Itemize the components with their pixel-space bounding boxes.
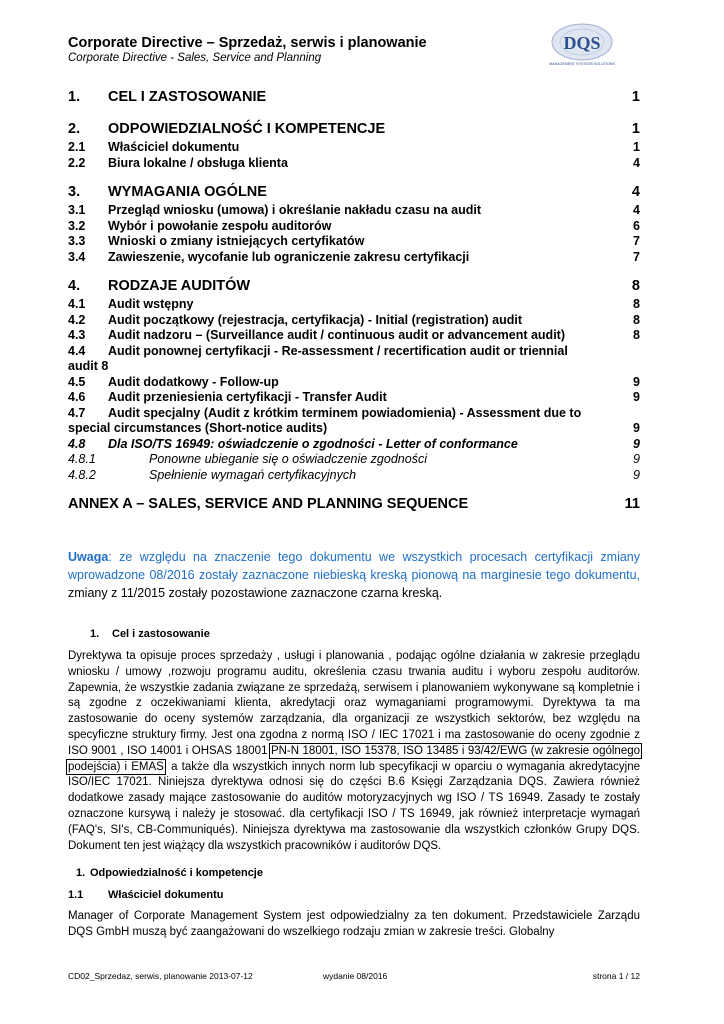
section-heading bbox=[90, 628, 210, 640]
toc-page: 9 bbox=[633, 436, 640, 451]
toc-page: 4 bbox=[631, 184, 640, 200]
toc-entry[interactable] bbox=[68, 234, 640, 250]
toc-entry[interactable] bbox=[68, 328, 640, 344]
highlighted-standards: PN-N 18001, ISO 15378, ISO 13485 i 93/42/EWG (w zakresie ogólnego podejścia) i EMAS bbox=[68, 744, 641, 773]
toc-label: Zawieszenie, wycofanie lub ograniczenie zakresu certyfikacji bbox=[108, 249, 470, 264]
toc-entry[interactable] bbox=[68, 344, 640, 375]
toc-entry[interactable] bbox=[68, 452, 640, 468]
toc-page: 9 bbox=[633, 421, 640, 435]
section-heading bbox=[76, 867, 263, 879]
toc-label: Wnioski o zmiany istniejących certyfikatów bbox=[108, 234, 365, 248]
toc-label: Dla ISO/TS 16949: oświadczenie o zgodności - Letter of conformance bbox=[108, 436, 518, 451]
note-black-text: zmiany z 11/2015 zostały pozostawione zaznaczone czarna kreską. bbox=[68, 586, 443, 600]
toc-entry[interactable] bbox=[68, 219, 640, 235]
toc-label: Audit nadzoru – (Surveillance audit / continuous audit or advancement audit) bbox=[108, 328, 565, 342]
footer-edition: wydanie 08/2016 bbox=[323, 971, 388, 981]
toc-number: 3.1 bbox=[68, 203, 86, 217]
toc-number: 3. bbox=[68, 184, 81, 200]
toc-entry[interactable] bbox=[68, 181, 640, 203]
subsection-heading bbox=[68, 889, 224, 901]
toc-label: Audit początkowy (rejestracja, certyfikacja) - Initial (registration) audit bbox=[108, 312, 522, 327]
change-note bbox=[68, 548, 640, 602]
note-blue-text: : ze względu na znaczenie tego dokumentu we wszystkich procesach certyfikacji zmiany wprowadzone 08/2016 zostały zaznaczone niebieską kreską pionową na marginesie tego dokumentu, bbox=[68, 550, 640, 582]
footer-filename: CD02_Sprzedaz, serwis, planowanie 2013-07-12 bbox=[68, 971, 253, 981]
toc-page: 7 bbox=[633, 234, 640, 248]
toc-number: 2.1 bbox=[68, 140, 86, 154]
toc-number: 4.6 bbox=[68, 390, 86, 404]
toc-label: Ponowne ubieganie się o oświadczenie zgodności bbox=[149, 452, 427, 466]
toc-page: 8 bbox=[633, 297, 640, 311]
footer-page-number: strona 1 / 12 bbox=[592, 971, 640, 981]
toc-label: CEL I ZASTOSOWANIE bbox=[108, 89, 267, 105]
note-lead: Uwaga bbox=[68, 550, 109, 564]
toc-number: 4.8 bbox=[68, 436, 86, 451]
toc-number: 4.8.1 bbox=[68, 452, 96, 466]
table-of-contents bbox=[68, 86, 640, 515]
toc-number: 4.3 bbox=[68, 328, 86, 342]
toc-number: 4.5 bbox=[68, 374, 86, 389]
toc-number: 4.1 bbox=[68, 297, 86, 311]
toc-label: ODPOWIEDZIALNOŚĆ I KOMPETENCJE bbox=[108, 121, 386, 137]
toc-number: 3.4 bbox=[68, 249, 86, 264]
toc-page: 4 bbox=[633, 155, 640, 170]
subsection-title: Właściciel dokumentu bbox=[108, 889, 224, 901]
toc-label-continued: audit 8 bbox=[68, 359, 109, 373]
toc-number: 2.2 bbox=[68, 155, 86, 170]
logo-text: DQS bbox=[563, 33, 601, 53]
toc-number: 3.3 bbox=[68, 234, 86, 248]
toc-page: 7 bbox=[633, 249, 640, 264]
toc-page: 9 bbox=[633, 467, 640, 482]
toc-page: 9 bbox=[633, 390, 640, 404]
toc-label: Przegląd wniosku (umowa) i określanie nakładu czasu na audit bbox=[108, 203, 482, 217]
toc-entry[interactable] bbox=[68, 275, 640, 297]
toc-number: 1. bbox=[68, 89, 81, 105]
toc-entry[interactable] bbox=[68, 140, 640, 156]
toc-page: 1 bbox=[631, 121, 640, 137]
toc-number: 4.4 bbox=[68, 343, 86, 358]
toc-label: Audit ponownej certyfikacji - Re-assessment / recertification audit or triennial bbox=[108, 343, 568, 358]
subsection-body: Manager of Corporate Management System jest odpowiedzialny za ten dokument. Przedstawiciele Zarządu DQS GmbH muszą być zaangażowani do wszelkiego rodzaju zmian w zakresie treści. Globalny bbox=[68, 910, 640, 938]
toc-page: 8 bbox=[633, 328, 640, 342]
toc-page: 8 bbox=[633, 312, 640, 327]
toc-entry[interactable] bbox=[68, 156, 640, 172]
toc-entry[interactable] bbox=[68, 437, 640, 453]
toc-page: 8 bbox=[631, 278, 640, 294]
section-title: Odpowiedzialność i kompetencje bbox=[90, 867, 263, 879]
toc-label-continued: special circumstances (Short-notice audits) bbox=[68, 421, 328, 435]
toc-label: Właściciel dokumentu bbox=[108, 140, 240, 154]
toc-number: 4. bbox=[68, 278, 81, 294]
toc-label: Audit specjalny (Audit z krótkim terminem powiadomienia) - Assessment due to bbox=[108, 405, 582, 420]
toc-page: 1 bbox=[631, 89, 640, 105]
section-number: 1. bbox=[76, 867, 86, 879]
toc-entry[interactable] bbox=[68, 406, 640, 437]
toc-entry[interactable] bbox=[68, 86, 640, 108]
toc-label: WYMAGANIA OGÓLNE bbox=[108, 184, 267, 200]
toc-entry[interactable] bbox=[68, 250, 640, 266]
toc-page: 9 bbox=[633, 374, 640, 389]
toc-entry[interactable] bbox=[68, 375, 640, 391]
toc-page: 11 bbox=[624, 496, 640, 512]
subsection-number: 1.1 bbox=[68, 889, 84, 901]
toc-number: 4.2 bbox=[68, 312, 86, 327]
toc-label: ANNEX A – SALES, SERVICE AND PLANNING SEQUENCE bbox=[68, 496, 469, 512]
toc-number: 2. bbox=[68, 121, 81, 137]
toc-entry[interactable] bbox=[68, 118, 640, 140]
body-text-continued: , a także dla wszystkich innych norm lub specyfikacji w oparciu o wymagania akredytacyjne ISO/IEC 17021. Niniejsza dyrektywa odnosi się do części B.6 Księgi Zarządzania DQS. Zawiera również dodatkowe zasady mające zastosowanie do auditów motoryzacyjnych wg ISO / TS 16949. Zasady te zostały oznaczone kursywą i należy je stosować. dla certyfikacji ISO / TS 16949, jak również interpretacje wymagań (FAQ's, SI's, CB-Communiqués). Niniejsza dyrektywa ma zastosowanie dla wszystkich członków Grupy DQS. Dokument ten jest wiążący dla wszystkich pracowników i auditorów DQS. bbox=[68, 760, 640, 852]
toc-page: 6 bbox=[633, 218, 640, 233]
toc-entry[interactable] bbox=[68, 297, 640, 313]
toc-entry[interactable] bbox=[68, 313, 640, 329]
toc-label: Spełnienie wymagań certyfikacyjnych bbox=[149, 467, 357, 482]
toc-entry[interactable] bbox=[68, 203, 640, 219]
toc-label: Audit wstępny bbox=[108, 297, 194, 311]
toc-entry[interactable] bbox=[68, 390, 640, 406]
section-number: 1. bbox=[90, 628, 100, 640]
toc-label: RODZAJE AUDITÓW bbox=[108, 278, 251, 294]
toc-label: Biura lokalne / obsługa klienta bbox=[108, 155, 288, 170]
toc-number: 4.7 bbox=[68, 405, 86, 420]
toc-entry[interactable] bbox=[68, 468, 640, 484]
toc-label: Wybór i powołanie zespołu auditorów bbox=[108, 218, 332, 233]
toc-entry[interactable] bbox=[68, 493, 640, 515]
body-text: Dyrektywa ta opisuje proces sprzedaży , usługi i planowania , podając ogólne działania w zakresie przeglądu wniosku / umowy ,rozwoju programu auditu, określenia czasu trwania auditu i wyboru zespołu auditorów. Zapewnia, że wszystkie zadania związane ze sprzedażą, serwisem i planowaniem wykonywane są kompletnie i są zgodne z oczekiwaniami klienta, akredytacji oraz wymaganiami programowymi. Dyrektywa ta ma zastosowanie do oceny systemów zarządzania, dla organizacji ze wszystkich sektorów, bez względu na specyficzne struktury firmy. Jest ona zgodna z normą ISO / IEC 17021 i ma zastosowanie do oceny zgodnie z ISO 9001 , ISO 14001 i OHSAS 18001 bbox=[68, 650, 640, 757]
section-title: Cel i zastosowanie bbox=[112, 628, 210, 640]
toc-page: 1 bbox=[633, 140, 640, 154]
dqs-logo bbox=[548, 20, 616, 68]
section-body bbox=[68, 649, 640, 854]
toc-page: 4 bbox=[633, 203, 640, 217]
logo-caption: MANAGEMENT SYSTEMS SOLUTIONS bbox=[549, 62, 615, 66]
toc-number: 4.8.2 bbox=[68, 467, 96, 482]
toc-number: 3.2 bbox=[68, 218, 86, 233]
toc-page: 9 bbox=[633, 452, 640, 466]
document-title: Corporate Directive – Sprzedaż, serwis i planowanie bbox=[68, 35, 427, 51]
toc-label: Audit dodatkowy - Follow-up bbox=[108, 374, 279, 389]
toc-label: Audit przeniesienia certyfikacji - Transfer Audit bbox=[108, 390, 387, 404]
document-subtitle: Corporate Directive - Sales, Service and Planning bbox=[68, 52, 322, 64]
